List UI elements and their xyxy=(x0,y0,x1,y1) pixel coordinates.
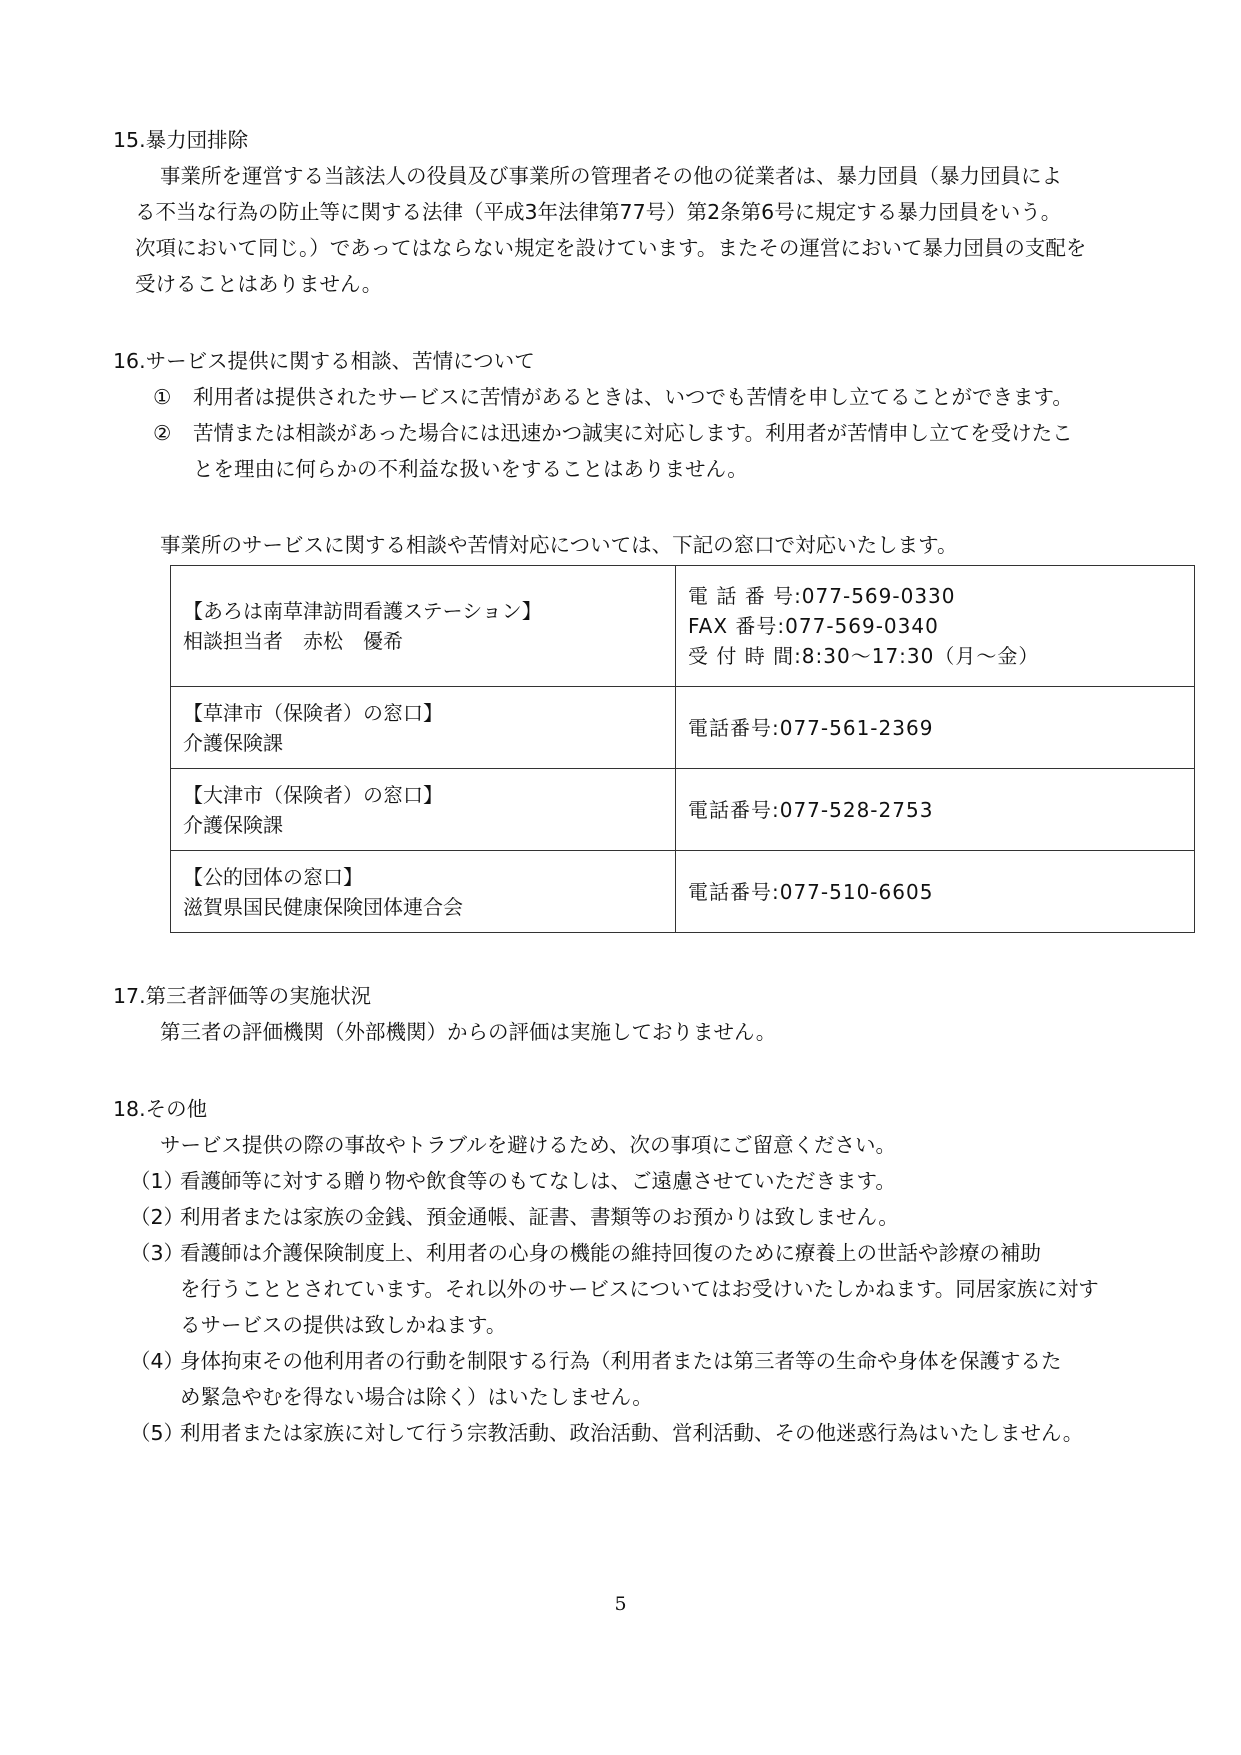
section-18-intro: サービス提供の際の事故やトラブルを避けるため、次の事項にご留意ください。 xyxy=(160,1133,896,1157)
table-row xyxy=(171,687,1195,769)
section-18-item-5-text: 利用者または家族に対して行う宗教活動、政治活動、営利活動、その他迷惑行為はいたしません。 xyxy=(180,1421,1084,1445)
section-15-heading: 15.暴力団排除 xyxy=(113,128,249,152)
section-16-item-2-text-1: 苦情または相談があった場合には迅速かつ誠実に対応します。利用者が苦情申し立てを受けたこ xyxy=(193,421,1073,445)
org-cell xyxy=(171,566,676,687)
phone-number: 電話番号:077-528-2753 xyxy=(688,797,934,822)
section-15-line-3: 次項において同じ。）であってはならない規定を設けています。またその運営において暴力団員の支配を xyxy=(135,236,1087,260)
org-detail: 相談担当者 赤松 優希 xyxy=(183,629,403,653)
section-16-item-2-marker: ② xyxy=(153,421,172,445)
reception-hours: 受 付 時 間:8:30～17:30（月～金） xyxy=(688,644,1040,668)
section-17-heading: 17.第三者評価等の実施状況 xyxy=(113,984,372,1008)
section-18-item-3-text-1: 看護師は介護保険制度上、利用者の心身の機能の維持回復のために療養上の世話や診療の補助 xyxy=(180,1241,1041,1265)
org-name: 【公的団体の窓口】 xyxy=(183,864,363,889)
section-16-item-1-text: 利用者は提供されたサービスに苦情があるときは、いつでも苦情を申し立てることができます。 xyxy=(193,385,1073,409)
section-16-heading: 16.サービス提供に関する相談、苦情について xyxy=(113,349,535,373)
contact-cell xyxy=(676,687,1195,769)
contact-cell xyxy=(676,851,1195,933)
contact-table xyxy=(170,565,1195,933)
page-number: 5 xyxy=(614,1593,627,1615)
section-18-item-4-text-2: め緊急やむを得ない場合は除く）はいたしません。 xyxy=(180,1385,653,1409)
section-18-item-2-marker: （2） xyxy=(130,1205,185,1229)
section-18-item-3-marker: （3） xyxy=(130,1241,185,1265)
section-16-item-2-text-2: とを理由に何らかの不利益な扱いをすることはありません。 xyxy=(193,457,748,481)
section-15-line-2: る不当な行為の防止等に関する法律（平成3年法律第77号）第2条第6号に規定する暴力団員をいう。 xyxy=(135,200,1062,224)
org-detail: 滋賀県国民健康保険団体連合会 xyxy=(183,894,463,919)
org-cell xyxy=(171,687,676,769)
org-detail: 介護保険課 xyxy=(183,730,283,755)
section-15-line-1: 事業所を運営する当該法人の役員及び事業所の管理者その他の従業者は、暴力団員（暴力団員によ xyxy=(160,164,1062,188)
section-18-heading: 18.その他 xyxy=(113,1097,208,1121)
org-name: 【大津市（保険者）の窓口】 xyxy=(183,782,443,807)
contact-cell xyxy=(676,769,1195,851)
table-row xyxy=(171,769,1195,851)
section-17-body: 第三者の評価機関（外部機関）からの評価は実施しておりません。 xyxy=(160,1020,777,1044)
section-18-item-1-marker: （1） xyxy=(130,1169,185,1193)
org-cell xyxy=(171,769,676,851)
section-18-item-3-text-2: を行うこととされています。それ以外のサービスについてはお受けいたしかねます。同居家族に対す xyxy=(180,1277,1099,1301)
section-16-table-intro: 事業所のサービスに関する相談や苦情対応については、下記の窓口で対応いたします。 xyxy=(160,533,958,557)
phone-number: 電話番号:077-561-2369 xyxy=(688,715,934,740)
section-18-item-3-text-3: るサービスの提供は致しかねます。 xyxy=(180,1313,507,1337)
phone-number: 電話番号:077-510-6605 xyxy=(688,879,934,904)
section-18-item-4-marker: （4） xyxy=(130,1349,185,1373)
org-cell xyxy=(171,851,676,933)
org-name: 【草津市（保険者）の窓口】 xyxy=(183,700,443,725)
contact-cell xyxy=(676,566,1195,687)
table-row xyxy=(171,566,1195,687)
section-18-item-1-text: 看護師等に対する贈り物や飲食等のもてなしは、ご遠慮させていただきます。 xyxy=(180,1169,896,1193)
section-18-item-5-marker: （5） xyxy=(130,1421,185,1445)
phone-number: 電 話 番 号:077-569-0330 xyxy=(688,584,956,608)
section-18-item-2-text: 利用者または家族の金銭、預金通帳、証書、書類等のお預かりは致しません。 xyxy=(180,1205,899,1229)
section-18-item-4-text-1: 身体拘束その他利用者の行動を制限する行為（利用者または第三者等の生命や身体を保護するた xyxy=(180,1349,1062,1373)
org-detail: 介護保険課 xyxy=(183,812,283,837)
section-16-item-1-marker: ① xyxy=(153,385,172,409)
org-name: 【あろは南草津訪問看護ステーション】 xyxy=(183,599,542,623)
fax-number: FAX 番号:077-569-0340 xyxy=(688,614,939,638)
section-15-line-4: 受けることはありません。 xyxy=(135,272,383,296)
table-row xyxy=(171,851,1195,933)
